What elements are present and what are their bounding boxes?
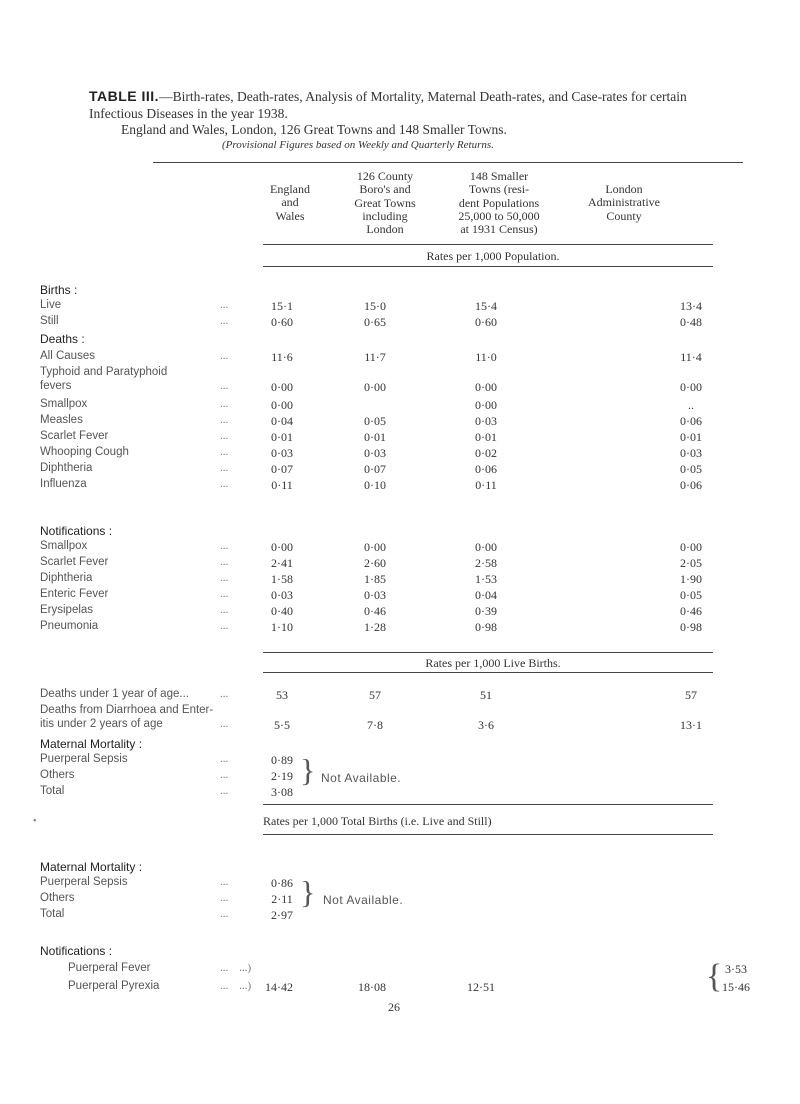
london-brace: {	[706, 958, 723, 995]
cell-value: 0·03	[364, 446, 386, 460]
cell-value: 2·60	[364, 556, 386, 570]
maternal2-label: Others	[40, 892, 75, 904]
cell-value: 0·01	[680, 430, 702, 444]
col-head-126	[330, 170, 440, 236]
col-head-line: London	[605, 182, 643, 196]
row-label: All Causes	[40, 350, 95, 362]
cell-value: 0·60	[271, 315, 293, 329]
dots: ...	[220, 315, 229, 327]
row-label: Diphtheria	[40, 572, 93, 584]
cell-value: 0·06	[475, 462, 497, 476]
col-head-line: 126 County	[356, 169, 414, 183]
cell-value: 0·48	[680, 315, 702, 329]
cell-value: 0·11	[271, 478, 293, 492]
col-head-line: Boro's and	[359, 182, 411, 197]
title-block	[89, 88, 729, 122]
cell-value: 53	[276, 688, 288, 702]
title-text: —Birth-rates, Death-rates, Analysis of Mortality, Maternal Death-rates, and Case-rates for certain Infectious Diseases in the year 1938.	[89, 89, 687, 121]
cell-value: 0·00	[271, 380, 293, 394]
header-rule	[263, 244, 713, 245]
cell-value: 0·01	[475, 430, 497, 444]
cell-value: 0·00	[475, 398, 497, 412]
dots: ...	[220, 414, 229, 426]
cell-value: 0·65	[364, 315, 386, 329]
col-head-line: London	[366, 222, 404, 237]
dots: ...	[220, 588, 229, 600]
dots: ...	[220, 350, 229, 362]
row-label: Pneumonia	[40, 620, 99, 632]
cell-value: 57	[369, 688, 381, 702]
cell-value: 3·6	[478, 718, 494, 732]
row-label: Typhoid and Paratyphoid	[40, 366, 168, 378]
notif2-london-1: 3·53	[725, 962, 747, 976]
col-head-line: County	[606, 208, 642, 223]
cell-value: 51	[480, 688, 492, 702]
births-heading: Births :	[40, 283, 78, 297]
maternal2-value: 2·11	[271, 892, 293, 906]
row-label: Influenza	[40, 478, 87, 490]
row-label: Enteric Fever	[40, 588, 109, 600]
cell-value: 0·00	[475, 380, 497, 394]
cell-value: 0·40	[271, 604, 293, 618]
maternal2-label: Total	[40, 908, 65, 920]
notif2-value-126: 18·08	[358, 980, 386, 994]
notif2-london-2: 15·46	[722, 980, 750, 994]
cell-value: 2·41	[271, 556, 293, 570]
rates-total-births: Rates per 1,000 Total Births (i.e. Live and Still)	[263, 814, 492, 828]
notifications-heading: Notifications :	[40, 524, 113, 538]
cell-value: 1·90	[680, 572, 702, 586]
dots: ...	[220, 398, 229, 410]
cell-value: 57	[685, 688, 697, 702]
cell-value: 1·10	[271, 620, 293, 634]
cell-value: 2·05	[680, 556, 702, 570]
cell-value: 0·07	[271, 462, 293, 476]
row-label: Live	[40, 299, 62, 311]
notif2-value-148: 12·51	[467, 980, 495, 994]
dots: ...	[220, 785, 229, 797]
cell-value: 1·85	[364, 572, 386, 586]
maternal1-note: Not Available.	[321, 771, 402, 785]
col-head-line: 25,000 to 50,000	[458, 208, 540, 223]
dots: ...	[220, 380, 229, 392]
maternal2-note: Not Available.	[323, 893, 404, 907]
cell-value: 11·4	[680, 350, 702, 364]
cell-value: 0·98	[475, 620, 497, 634]
row-label: Erysipelas	[40, 604, 94, 616]
row-label: Diphtheria	[40, 462, 93, 474]
col-head-line: England	[270, 182, 310, 196]
col-head-line: Towns (resi-	[468, 182, 530, 197]
col-head-line: and	[281, 195, 299, 210]
cell-value: 5·5	[274, 718, 290, 732]
top-rule	[153, 162, 743, 163]
cell-value: 0·05	[680, 588, 702, 602]
col-head-line: 148 Smaller	[469, 169, 529, 183]
maternal1-heading: Maternal Mortality :	[40, 737, 143, 751]
maternal1-label: Puerperal Sepsis	[40, 753, 128, 765]
maternal1-label: Others	[40, 769, 75, 781]
maternal2-value: 2·97	[271, 908, 293, 922]
deaths-heading: Deaths :	[40, 332, 85, 346]
row-label-cont: itis under 2 years of age	[40, 718, 163, 730]
table-label-text: TABLE III.	[89, 88, 160, 104]
dots: ...	[220, 876, 229, 888]
row-label: Smallpox	[40, 540, 88, 552]
dots: ...	[220, 462, 229, 474]
row-label: Scarlet Fever	[40, 556, 109, 568]
col-head-148	[434, 170, 564, 236]
row-label: Smallpox	[40, 398, 88, 410]
dots: ... ...)	[220, 962, 252, 974]
dots: ...	[220, 688, 229, 700]
page-number: 26	[388, 1000, 400, 1014]
row-label: Deaths from Diarrhoea and Enter-	[40, 704, 214, 716]
cell-value: 0·01	[364, 430, 386, 444]
row-label: Whooping Cough	[40, 446, 129, 458]
cell-value: 15·1	[271, 299, 293, 313]
cell-value: 0·00	[364, 540, 386, 554]
cell-value: 1·53	[475, 572, 497, 586]
maternal2-brace: }	[300, 874, 316, 910]
cell-value: 0·00	[475, 540, 497, 554]
cell-value: 2·58	[475, 556, 497, 570]
cell-value: 0·05	[364, 414, 386, 428]
puerperal-pyrexia-label: Puerperal Pyrexia	[68, 980, 160, 992]
cell-value: 7·8	[367, 718, 383, 732]
row-label-cont: fevers	[40, 380, 72, 392]
dots: ...	[220, 572, 229, 584]
dots: ...	[220, 446, 229, 458]
maternal2-heading: Maternal Mortality :	[40, 860, 143, 874]
col-head-line: including	[362, 208, 408, 223]
cell-value: 11·7	[364, 350, 386, 364]
dots: ...	[220, 540, 229, 552]
cell-value: 13·1	[680, 718, 702, 732]
cell-value: 0·00	[271, 540, 293, 554]
cell-value: 0·03	[271, 446, 293, 460]
dots: ...	[220, 430, 229, 442]
cell-value: 0·11	[475, 478, 497, 492]
cell-value: 11·6	[271, 350, 293, 364]
maternal1-label: Total	[40, 785, 65, 797]
cell-value: 0·03	[364, 588, 386, 602]
dots: ...	[220, 620, 229, 632]
rates-live-births: Rates per 1,000 Live Births.	[425, 656, 561, 670]
dots: ...	[220, 769, 229, 781]
rule-live-births-bottom	[263, 672, 713, 673]
cell-value: 0·46	[364, 604, 386, 618]
cell-value: 0·01	[271, 430, 293, 444]
col-head-line: Administrative	[588, 195, 660, 210]
row-label: Deaths under 1 year of age...	[40, 688, 189, 700]
dots: ...	[220, 753, 229, 765]
rule-live-births-top	[263, 652, 713, 653]
cell-value: 0·00	[271, 398, 293, 412]
cell-value: 0·06	[680, 414, 702, 428]
dots: ... ...)	[220, 980, 252, 992]
col-head-line: Great Towns	[354, 195, 416, 210]
maternal2-value: 0·86	[271, 876, 293, 890]
maternal1-value: 2·19	[271, 769, 293, 783]
cell-value: 0·00	[680, 540, 702, 554]
notif2-value-ew: 14·42	[265, 980, 293, 994]
cell-value: 0·03	[475, 414, 497, 428]
dots: ...	[220, 299, 229, 311]
maternal1-value: 3·08	[271, 785, 293, 799]
notifications2-heading: Notifications :	[40, 944, 113, 958]
cell-value: 0·46	[680, 604, 702, 618]
maternal1-brace: }	[300, 752, 316, 788]
cell-value: 0·04	[271, 414, 293, 428]
bullet-mark: •	[33, 816, 37, 827]
cell-value: 0·03	[680, 446, 702, 460]
cell-value: 0·00	[680, 380, 702, 394]
dots: ...	[220, 892, 229, 904]
cell-value: 0·05	[680, 462, 702, 476]
subtitle: (Provisional Figures based on Weekly and Quarterly Returns.	[222, 139, 494, 151]
row-label: Measles	[40, 414, 83, 426]
rates-population: Rates per 1,000 Population.	[426, 249, 560, 263]
cell-value: 13·4	[680, 299, 702, 313]
cell-value: 0·06	[680, 478, 702, 492]
cell-value: 0·04	[475, 588, 497, 602]
maternal1-value: 0·89	[271, 753, 293, 767]
cell-value: 0·98	[680, 620, 702, 634]
cell-value: 15·4	[475, 299, 497, 313]
dots: ...	[220, 478, 229, 490]
row-label: Scarlet Fever	[40, 430, 109, 442]
dots: ...	[220, 556, 229, 568]
maternal2-label: Puerperal Sepsis	[40, 876, 128, 888]
title-line2-wrap	[121, 121, 507, 139]
cell-value: 0·03	[271, 588, 293, 602]
col-head-england	[255, 170, 325, 223]
row-label: Still	[40, 315, 59, 327]
puerperal-fever-label: Puerperal Fever	[68, 962, 151, 974]
dots: ...	[220, 604, 229, 616]
rule-total-births-top	[263, 804, 713, 805]
title-line2: England and Wales, London, 126 Great Towns and 148 Smaller Towns.	[121, 122, 507, 137]
rule-total-births-bottom	[263, 834, 713, 835]
cell-value: 0·60	[475, 315, 497, 329]
col-head-line: at 1931 Census)	[460, 222, 538, 237]
cell-value: ..	[688, 398, 694, 412]
cell-value: 0·10	[364, 478, 386, 492]
cell-value: 0·00	[364, 380, 386, 394]
cell-value: 0·02	[475, 446, 497, 460]
dots: ...	[220, 718, 229, 730]
dots: ...	[220, 908, 229, 920]
rates-rule	[263, 266, 713, 267]
cell-value: 1·58	[271, 572, 293, 586]
cell-value: 15·0	[364, 299, 386, 313]
cell-value: 0·07	[364, 462, 386, 476]
cell-value: 11·0	[475, 350, 497, 364]
col-head-london	[564, 170, 684, 223]
col-head-line: dent Populations	[458, 195, 540, 210]
cell-value: 0·39	[475, 604, 497, 618]
cell-value: 1·28	[364, 620, 386, 634]
col-head-line: Wales	[275, 208, 305, 223]
